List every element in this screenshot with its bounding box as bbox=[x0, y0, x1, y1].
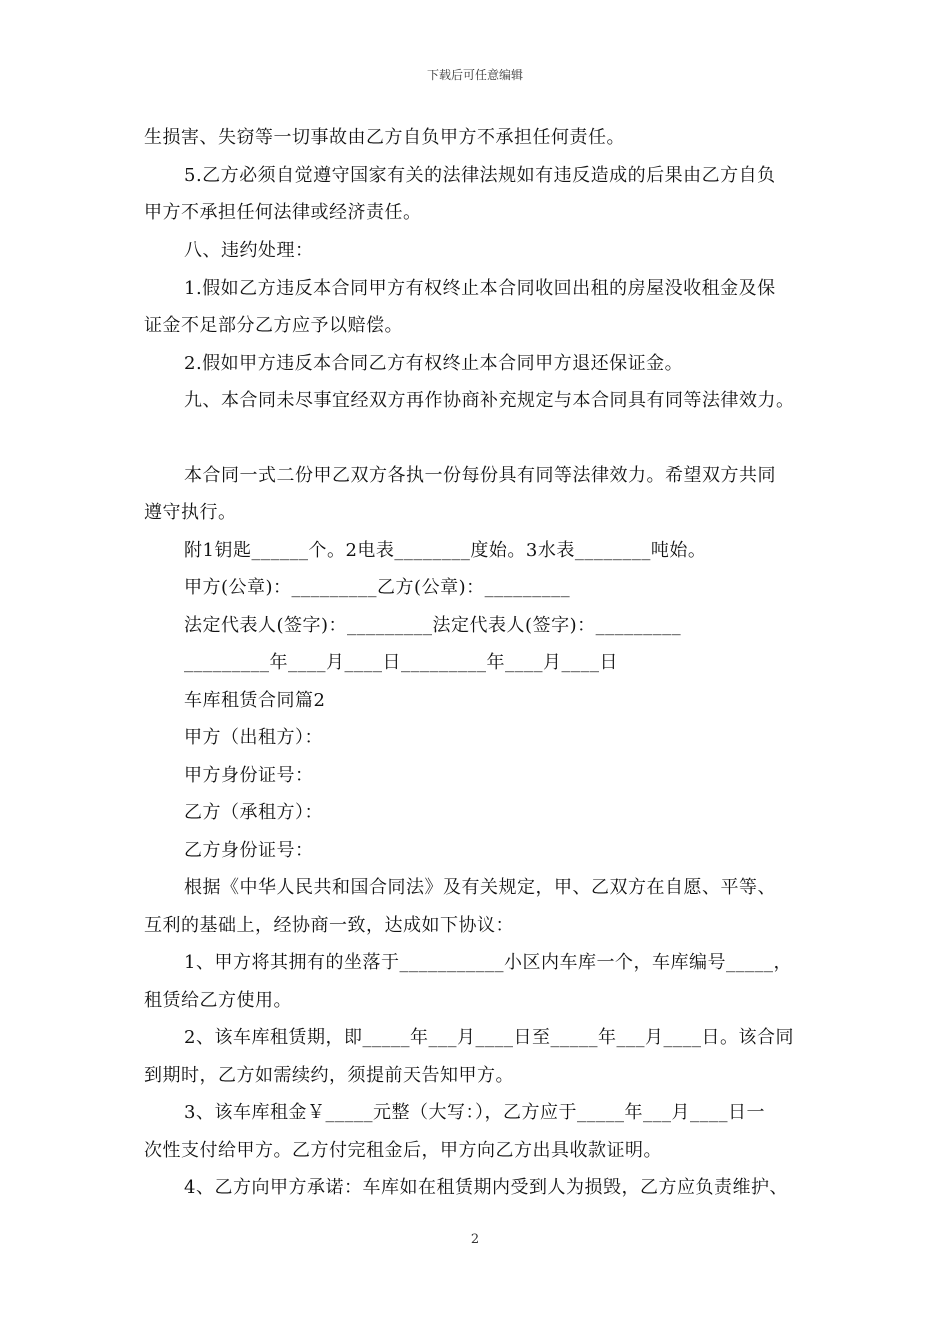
paragraph-line: 1、甲方将其拥有的坐落于___________小区内车库一个，车库编号_____， bbox=[184, 952, 792, 973]
paragraph-line: 次性支付给甲方。乙方付完租金后，甲方向乙方出具收款证明。 bbox=[144, 1140, 662, 1161]
date-line: _________年____月____日_________年____月____日 bbox=[184, 652, 618, 673]
page-header: 下载后可任意编辑 bbox=[426, 68, 523, 82]
paragraph-line: 4、乙方向甲方承诺：车库如在租赁期内受到人为损毁，乙方应负责维护、 bbox=[184, 1177, 788, 1198]
paragraph-line: 1.假如乙方违反本合同甲方有权终止本合同收回出租的房屋没收租金及保 bbox=[184, 278, 776, 299]
section-heading: 八、违约处理： bbox=[184, 240, 314, 261]
paragraph-line: 甲方不承担任何法律或经济责任。 bbox=[144, 202, 422, 223]
attachment-line: 附1钥匙______个。2电表________度始。3水表________吨始。 bbox=[184, 540, 707, 561]
signature-line: 法定代表人(签字)：_________法定代表人(签字)：_________ bbox=[184, 615, 682, 636]
section-heading: 九、本合同未尽事宜经双方再作协商补充规定与本合同具有同等法律效力。 bbox=[184, 390, 795, 411]
party-a-line: 甲方（出租方）： bbox=[184, 727, 323, 748]
party-b-id-line: 乙方身份证号： bbox=[184, 840, 314, 861]
seal-line: 甲方(公章)：_________乙方(公章)：_________ bbox=[184, 577, 571, 598]
paragraph-line: 到期时，乙方如需续约，须提前天告知甲方。 bbox=[144, 1065, 514, 1086]
paragraph-line: 证金不足部分乙方应予以赔偿。 bbox=[144, 315, 403, 336]
paragraph-line: 根据《中华人民共和国合同法》及有关规定，甲、乙双方在自愿、平等、 bbox=[184, 877, 776, 898]
paragraph-line: 互利的基础上，经协商一致，达成如下协议： bbox=[144, 915, 514, 936]
paragraph-line: 租赁给乙方使用。 bbox=[144, 990, 292, 1011]
paragraph-line: 2.假如甲方违反本合同乙方有权终止本合同甲方退还保证金。 bbox=[184, 353, 684, 374]
contract-title: 车库租赁合同篇2 bbox=[184, 690, 326, 711]
paragraph-line: 遵守执行。 bbox=[144, 502, 237, 523]
party-a-id-line: 甲方身份证号： bbox=[184, 765, 314, 786]
paragraph-line: 2、该车库租赁期，即_____年___月____日至_____年___月____日。该合同 bbox=[184, 1027, 794, 1048]
paragraph-line: 生损害、失窃等一切事故由乙方自负甲方不承担任何责任。 bbox=[144, 127, 625, 148]
page-number: 2 bbox=[470, 1232, 480, 1247]
party-b-line: 乙方（承租方）： bbox=[184, 802, 323, 823]
paragraph-line: 3、该车库租金￥_____元整（大写：），乙方应于_____年___月____日一 bbox=[184, 1102, 765, 1123]
paragraph-line: 本合同一式二份甲乙双方各执一份每份具有同等法律效力。希望双方共同 bbox=[184, 465, 776, 486]
paragraph-line: 5.乙方必须自觉遵守国家有关的法律法规如有违反造成的后果由乙方自负 bbox=[184, 165, 776, 186]
